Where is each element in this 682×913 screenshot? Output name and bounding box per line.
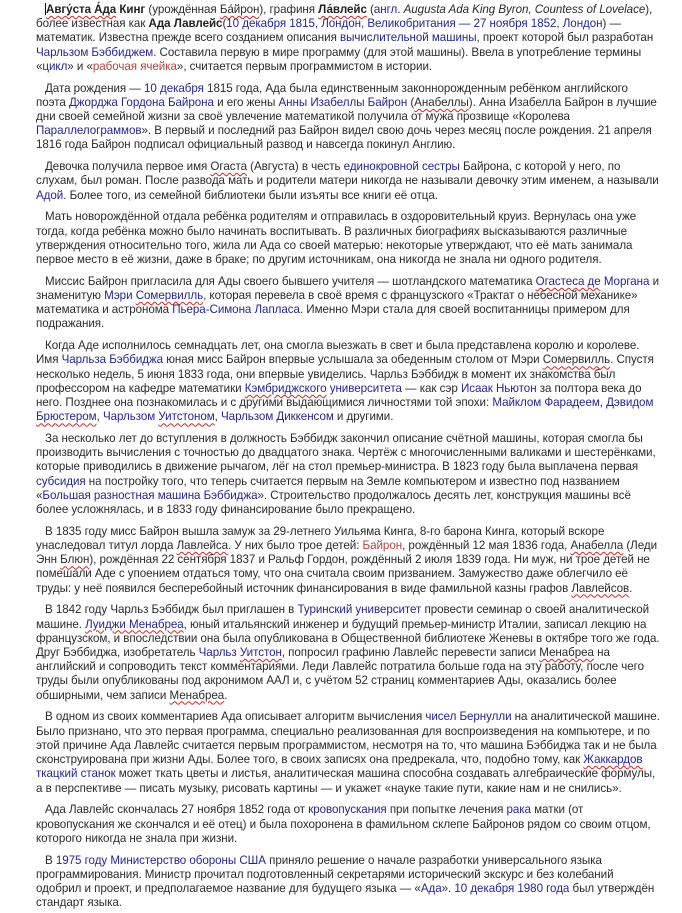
text-run: », считается первым программистом в истории. [176,59,433,73]
text-run: . У них было трое детей: [228,539,363,553]
hyperlink[interactable]: 1815 [289,17,315,31]
misspelled-word: Анабеллы [414,95,469,109]
text-run: Мать новорождённой отдала ребёнка родителям и отправилась в оздоровительный круиз. Вернулась она уже тогда, когда ребёнка можно было начинать воспитывать. В различных биографиях высказываются различные утверждения относительно того, жила ли Ада со своей матерью: некоторые утверждают, что её мать занимала первое место в её жизни, даже в браке; по другим источникам, она никогда не знала ни одного родителя. [36,210,637,267]
text-run: Девочка получила первое имя [45,160,211,174]
text-run: , проект которой был разработан [476,31,654,45]
hyperlink[interactable]: 27 ноября [473,17,528,31]
text-run: . [629,581,633,595]
hyperlink[interactable]: единокровной сестры [343,160,460,174]
hyperlink[interactable]: Чарльз [198,646,240,660]
hyperlink[interactable]: 10 декабря [454,881,515,895]
text-run: . Составила первую в мире программу (для этой машины). Ввела в употребление термины « [36,45,642,73]
text-run: В 1835 году мисс Байрон вышла замуж за 29-летнего Уильяма Кинга, 8-го барона Кинга, который вскоре унаследовал титул лорда [36,524,605,553]
hyperlink[interactable]: 1852 [530,17,557,31]
hyperlink[interactable]: Майклом Фарадеем [492,396,600,410]
paragraph [36,603,660,702]
hyperlink[interactable]: Чарльзом [102,410,159,424]
hyperlink[interactable]: , [361,17,368,31]
text-run: ), более известная как [36,3,653,31]
hyperlink[interactable]: Дэвидом [606,396,654,410]
text-run: , которая перевела в своё время с французского «Трактат о небесной механике» математика и астронома [36,289,638,317]
hyperlink[interactable]: цикл [42,59,68,73]
hyperlink[interactable]: Сомервилль [135,289,204,303]
text-run: , [214,410,221,424]
text-run: ». В первый и последний раз Байрон видел свою дочь через месяц после рождения. 21 апреля 1816 года Байрон подписал официальный развод и навсегда покинул Англию. [36,124,652,152]
hyperlink[interactable]: Уитстон [239,646,282,660]
text-run: , рождённый 12 мая 1836 года, [402,539,571,553]
hyperlink[interactable]: Чарльзом Бэббиджем [36,45,154,59]
paragraph [36,854,660,911]
misspelled-word: Авгу́ста А́да [46,3,117,16]
text-run: ), графиня [259,3,319,16]
hyperlink[interactable]: ткацкий станок [36,767,116,781]
text-run: (Леди Энн [36,539,658,567]
italic-text: Augusta Ada King Byron, Countess of Lovelace [400,3,646,16]
text-run: ». [441,881,455,895]
hyperlink[interactable]: 1975 году [55,853,108,867]
text-run: В одном из своих комментариев Ада описывает алгоритм вычисления [45,710,426,724]
hyperlink[interactable]: рака [506,803,531,817]
misspelled-word: Сомервилль [542,353,611,367]
text-run: ) — математик. Известна прежде всего созданием описания [36,17,622,45]
paragraph [36,3,660,74]
text-run: . Спустя несколько недель, 5 июня 1833 года, они впервые увиделись. Чарльз Бэббидж в момент их знакомства был профессором на кафедре математики [36,353,654,395]
misspelled-word: Менабреа [539,646,594,660]
text-run: юная мисс Байрон впервые услышала за обеденным столом от Мэри [163,353,543,367]
text-run: и другими. [333,410,394,424]
hyperlink[interactable]: Огастеса де [535,274,601,288]
hyperlink[interactable]: чисел Бернулли [425,710,512,724]
text-run: Когда Аде исполнилось семнадцать лет, она смогла выезжать в свет и была представлена королю и королеве. Имя [36,339,640,367]
hyperlink[interactable]: Джорджа Гордона Байрона [68,95,214,109]
hyperlink[interactable]: Кэмбриджского [244,381,327,395]
text-run: за полтора века до него. Позднее она познакомилась и с другими выдающимися личностями той эпохи: [36,381,642,410]
hyperlink[interactable]: — [455,17,474,31]
text-run: ), рождённая 22 сентября 1837 и Ральф Гордон, рождённый 2 июля 1839 года. Ни муж, ни трое детей не помешали Аде с упоением отдаться тому, что она считала своим призванием. Замужество даже облегчило её труды: у неё появился бесперебойный источник финансирования в виде фамильной казны графов [36,553,650,595]
hyperlink[interactable]: Министерство обороны США [110,853,266,867]
hyperlink[interactable]: Уитстоном [158,410,215,424]
text-run: 1815 года, Ада была единственным законнорожденным ребёнком английского поэта [36,81,628,109]
text-run: В [45,853,56,867]
hyperlink[interactable]: Луиджи Менабреа [85,617,184,631]
text-run: . [224,688,228,702]
hyperlink[interactable]: Брюстером [36,410,97,424]
text-run: , попросил графиню Лавлейс перевести записи [281,646,540,660]
text-run: . Именно Мэри стала для своей воспитанницы примером для подражания. [36,303,630,331]
text-run: » и « [67,59,93,73]
paragraph [36,160,660,203]
hyperlink[interactable]: Исаак Ньютон [460,381,537,395]
hyperlink[interactable]: , [556,17,563,31]
text-run: может ткать цветы и листья, аналитическая машина способна создавать алгебраические формулы, а в перспективе — писать музыку, рисовать картины — и укажет «науке такие пути, какие нам и не снились». [36,767,656,795]
text-run: В 1842 году Чарльз Бэббидж был приглашен в [45,603,298,617]
hyperlink[interactable]: университета [326,381,402,395]
text-run: матки (от кровопускания же скончался и её отец) и была похоронена в фамильном склепе Байронов рядом со своим отцом, которого никогда не знала при жизни. [36,803,651,845]
hyperlink[interactable]: Адой [36,188,64,202]
hyperlink[interactable]: Великобритания [367,17,456,31]
text-run: Дата рождения — [45,81,145,95]
misspelled-word: Огаста [210,160,247,174]
hyperlink[interactable]: Лондон [562,17,603,31]
text-run: (урождённая [145,3,220,16]
text-run: — как сэр [401,381,461,395]
hyperlink[interactable]: субсидия [36,474,86,488]
misspelled-word: Лавлейсов [571,581,630,595]
bold-text: Ада Лавлейс [148,17,223,31]
text-run: , юный итальянский инженер и будущий премьер-министр Италии, записал лекцию на французском, и впоследствии она была опубликована в Общественной библиотеке Женевы в октябре того же года. Друг Бэббиджа, изобретатель [36,617,660,660]
hyperlink[interactable]: Мэри [104,289,136,303]
hyperlink[interactable]: Чарльза Бэббиджа [61,353,164,367]
text-run: . Более того, из семейной библиотеки были изъяты все книги её отца. [63,188,438,202]
text-run: ( [222,17,227,31]
text-run: Миссис Байрон пригласила для Ады своего бывшего учителя — шотландского математика [45,274,536,288]
misspelled-word: Анабелла [570,539,624,553]
hyperlink[interactable]: 10 декабря [226,17,287,31]
hyperlink[interactable]: Лондон [321,17,361,31]
text-run: ). Анна Изабелла Байрон в лучшие дни своей семейной жизни за своё увлечение математикой получила от мужа прозвище «Королева [36,95,657,124]
text-run: на английский и сопроводить текст комментариями. Леди Лавлейс потратила больше года на эту работу, после чего труды были опубликованы под акронимом ААЛ и, с учётом 52 страниц комментариев Ады, оказались более обширными, чем записи [36,646,644,702]
hyperlink[interactable]: 1980 года [517,881,570,895]
hyperlink[interactable]: англ. [373,3,401,16]
paragraph [36,82,660,153]
hyperlink[interactable]: Большая разностная машина Бэббиджа [42,488,258,502]
text-run: и его жены [213,95,279,109]
bold-text: Кинг [116,3,146,16]
misspelled-word: Менабреа [169,688,225,702]
hyperlink[interactable]: Чарльзом Диккенсом [221,410,334,424]
text-run: , [96,410,103,424]
hyperlink[interactable]: , [314,17,322,31]
text-run: и знаменитую [36,274,660,303]
text-run: был утверждён стандарт языка. [36,881,655,910]
missing-page-link[interactable]: Байрон [362,539,403,553]
paragraph [36,710,660,795]
hyperlink[interactable]: Анны Изабеллы Байрон [278,95,408,109]
misspelled-word: Ла́влейс [318,3,367,16]
hyperlink[interactable]: Туринский университет [297,603,422,617]
paragraph [36,210,660,267]
misspelled-word: Ба́йрон [219,3,260,16]
text-run: Ада Лавлейс скончалась 27 ноября 1852 года от [45,803,309,817]
text-run: на аналитической машине. Было признано, что это первая программа, специально реализованная для воспроизведения на компьютере, и по этой причине Ада Лавлейс считается первым программистом, несмотря на то, что машина Бэббиджа так и не была сконструирована при жизни Ады. Более того, в своих записях она предрекала, что, подобно тому, как [36,710,660,767]
hyperlink[interactable]: Пьера-Симона Лапласа [172,303,300,317]
paragraph [36,803,660,846]
text-run: (Августа) в честь [247,160,344,174]
text-run: ( [407,95,415,109]
text-run: ( [366,3,374,16]
paragraph [36,525,660,596]
text-run: при попытке лечения [386,803,507,817]
hyperlink[interactable]: 10 декабря [144,81,204,95]
hyperlink[interactable]: Моргана [603,274,650,288]
text-run: За несколько лет до вступления в должность Бэббидж закончил описание счётной машины, которая смогла бы производить вычисления с точностью до двадцатого знака. Чертёж с многочисленными валиками и шестерёнками, которые приводились в движение рычагом, лёг на стол премьер-министра. В 1823 году была выплачена первая [36,432,656,474]
hyperlink[interactable]: Параллелограммов [36,124,142,138]
text-run: приняло решение о начале разработки универсального языка программирования. Министр прочитал подготовленный секретарями исторический экскурс и без колебаний одобрил и проект, и предполагаемое название для будущего языка — « [36,853,614,895]
hyperlink[interactable]: Ада [420,881,442,895]
paragraph [36,432,660,517]
text-run: провести семинар о своей аналитической машине. [36,603,650,631]
hyperlink[interactable]: Жаккардов [583,753,643,767]
misspelled-word: Лавлейса [176,539,229,553]
paragraph [36,275,660,332]
hyperlink[interactable]: кровопускания [308,803,387,817]
text-run: на постройку того, что теперь считается первым на Земле компьютером и известно под названием « [36,474,620,502]
hyperlink[interactable]: вычислительной машины [339,31,477,45]
text-run: Байрона, с которой у него, по слухам, был роман. После развода мать и родители матери никогда не называли девочку этим именем, а называли [36,160,659,188]
text-run: ». Строительство продолжалось десять лет, конструкция машины всё более усложнялась, и в 1833 году финансирование было прекращено. [36,488,631,517]
text-run: , [599,396,607,410]
misspelled-word: Блюн [60,553,90,567]
missing-page-link[interactable]: рабочая ячейка [92,59,177,73]
paragraph [36,339,660,424]
